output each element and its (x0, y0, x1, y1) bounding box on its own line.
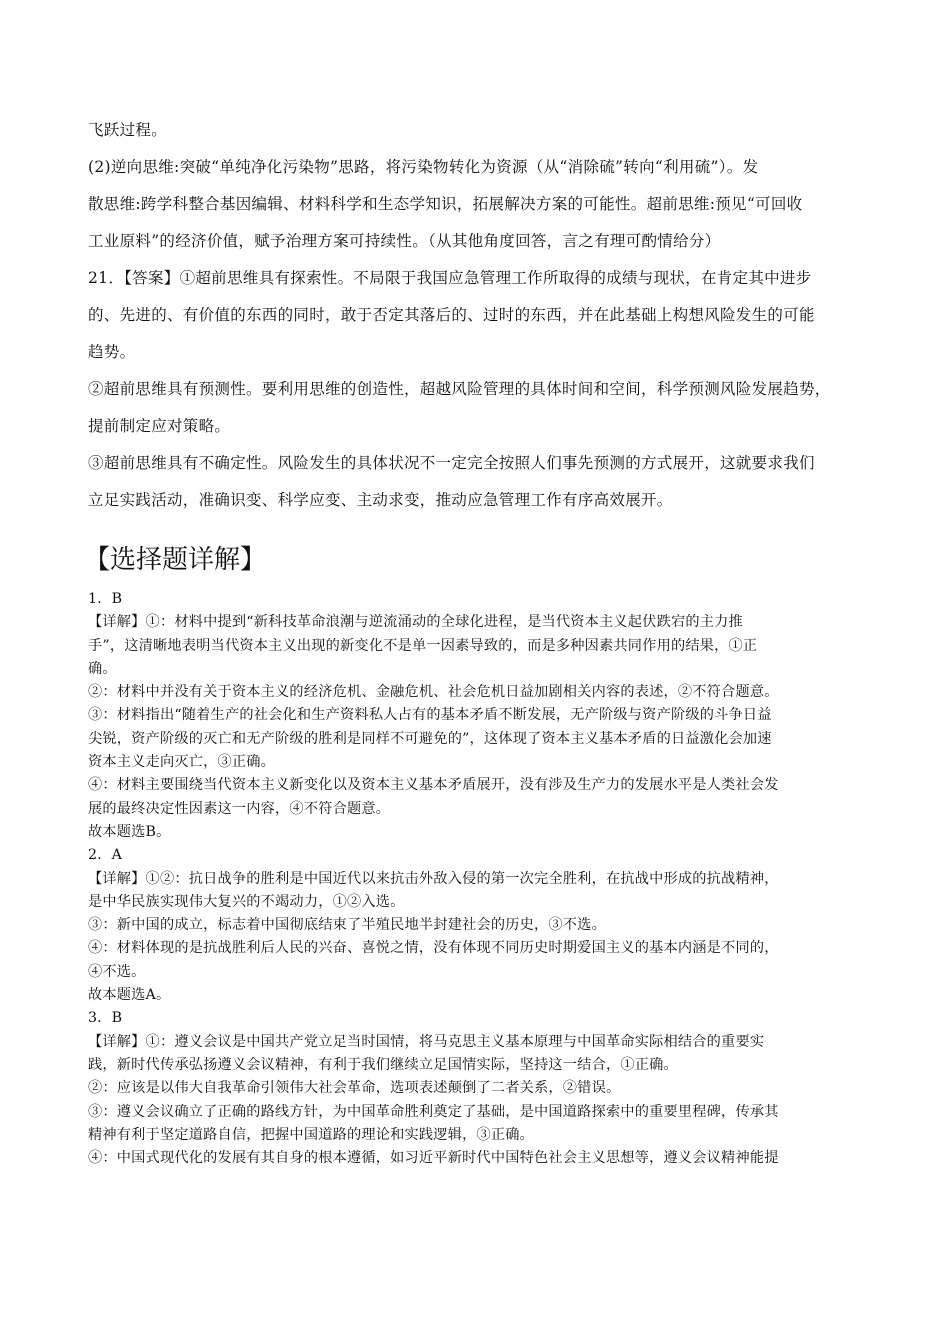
detail-line: 【详解】①②：抗日战争的胜利是中国近代以来抗击外敌入侵的第一次完全胜利，在抗战中形成的抗战精神， (88, 870, 779, 887)
text-line: 提前制定应对策略。 (88, 417, 231, 435)
detail-line: ③：新中国的成立，标志着中国彻底结束了半殖民地半封建社会的历史，③不选。 (88, 917, 606, 934)
detail-line: 【详解】①：材料中提到“新科技革命浪潮与逆流涌动的全球化进程，是当代资本主义起伏跌宕的主力推 (88, 614, 743, 631)
text-line: ②超前思维具有预测性。要利用思维的创造性，超越风险管理的具体时间和空间，科学预测风险发展趋势， (88, 380, 831, 398)
text-line: ③超前思维具有不确定性。风险发生的具体状况不一定完全按照人们事先预测的方式展开，这就要求我们 (88, 454, 815, 472)
detail-line: 故本题选B。 (88, 823, 171, 840)
detail-line: ③：遵义会议确立了正确的路线方针，为中国革命胜利奠定了基础，是中国道路探索中的重要里程碑，传承其 (88, 1103, 779, 1120)
detail-line: 故本题选A。 (88, 987, 171, 1004)
answers-tail-section (88, 112, 868, 519)
detail-line: 1．B (88, 591, 123, 607)
detail-line: 资本主义走向灭亡，③正确。 (88, 754, 276, 771)
detail-line: ④：材料体现的是抗战胜利后人民的兴奋、喜悦之情，没有体现不同历史时期爱国主义的基本内涵是不同的， (88, 940, 779, 957)
text-line: 飞跃过程。 (88, 121, 168, 139)
detail-line: 2．A (88, 847, 123, 864)
text-line: 立足实践活动，准确识变、科学应变、主动求变，推动应急管理工作有序高效展开。 (88, 491, 673, 509)
detail-line: 【详解】①：遵义会议是中国共产党立足当时国情，将马克思主义基本原理与中国革命实际相结合的重要实 (88, 1033, 765, 1050)
detail-line: ②：材料中并没有关于资本主义的经济危机、金融危机、社会危机日益加剧相关内容的表述，②不符合题意。 (88, 684, 779, 701)
detail-line: ②：应该是以伟大自我革命引领伟大社会革命，选项表述颠倒了二者关系，②错误。 (88, 1080, 621, 1097)
text-line: (2)逆向思维:突破“单纯净化污染物”思路，将污染物转化为资源（从“消除硫”转向“利用硫”）。发 (88, 158, 759, 176)
detail-line: 确。 (88, 660, 117, 677)
section-title: 【选择题详解】 (84, 545, 267, 575)
detail-line: 是中华民族实现伟大复兴的不竭动力，①②入选。 (88, 893, 405, 910)
detail-line: 展的最终决定性因素这一内容，④不符合题意。 (88, 800, 391, 817)
detail-line: 3．B (88, 1010, 123, 1027)
text-line: 散思维:跨学科整合基因编辑、材料科学和生态学知识，拓展解决方案的可能性。超前思维:预见“可回收 (88, 195, 803, 213)
detail-line: ④：材料主要围绕当代资本主义新变化以及资本主义基本矛盾展开，没有涉及生产力的发展水平是人类社会发 (88, 777, 779, 794)
text-line: 工业原料”的经济价值，赋予治理方案可持续性。（从其他角度回答，言之有理可酌情给分） (88, 232, 721, 250)
detail-line: ④不选。 (88, 963, 146, 980)
text-line: 的、先进的、有价值的东西的同时，敢于否定其落后的、过时的东西，并在此基础上构想风险发生的可能 (88, 306, 815, 324)
detail-line: 践，新时代传承弘扬遵义会议精神，有利于我们继续立足国情实际，坚持这一结合，①正确。 (88, 1056, 678, 1073)
detail-line: 精神有利于坚定道路自信，把握中国道路的理论和实践逻辑，③正确。 (88, 1126, 535, 1143)
text-line: 21．【答案】①超前思维具有探索性。不局限于我国应急管理工作所取得的成绩与现状，在肯定其中进步 (88, 269, 812, 287)
detail-line: 尖锐，资产阶级的灭亡和无产阶级的胜利是同样不可避免的”，这体现了资本主义基本矛盾的日益激化会加速 (88, 730, 772, 747)
text-line: 趋势。 (88, 343, 136, 361)
choice-details-section (88, 588, 868, 1170)
detail-line: ③：材料指出“随着生产的社会化和生产资料私人占有的基本矛盾不断发展，无产阶级与资产阶级的斗争日益 (88, 707, 772, 724)
detail-line: 手”，这清晰地表明当代资本主义出现的新变化不是单一因素导致的，而是多种因素共同作用的结果，①正 (88, 637, 758, 654)
detail-line: ④：中国式现代化的发展有其自身的根本遵循，如习近平新时代中国特色社会主义思想等，遵义会议精神能提 (88, 1150, 779, 1167)
